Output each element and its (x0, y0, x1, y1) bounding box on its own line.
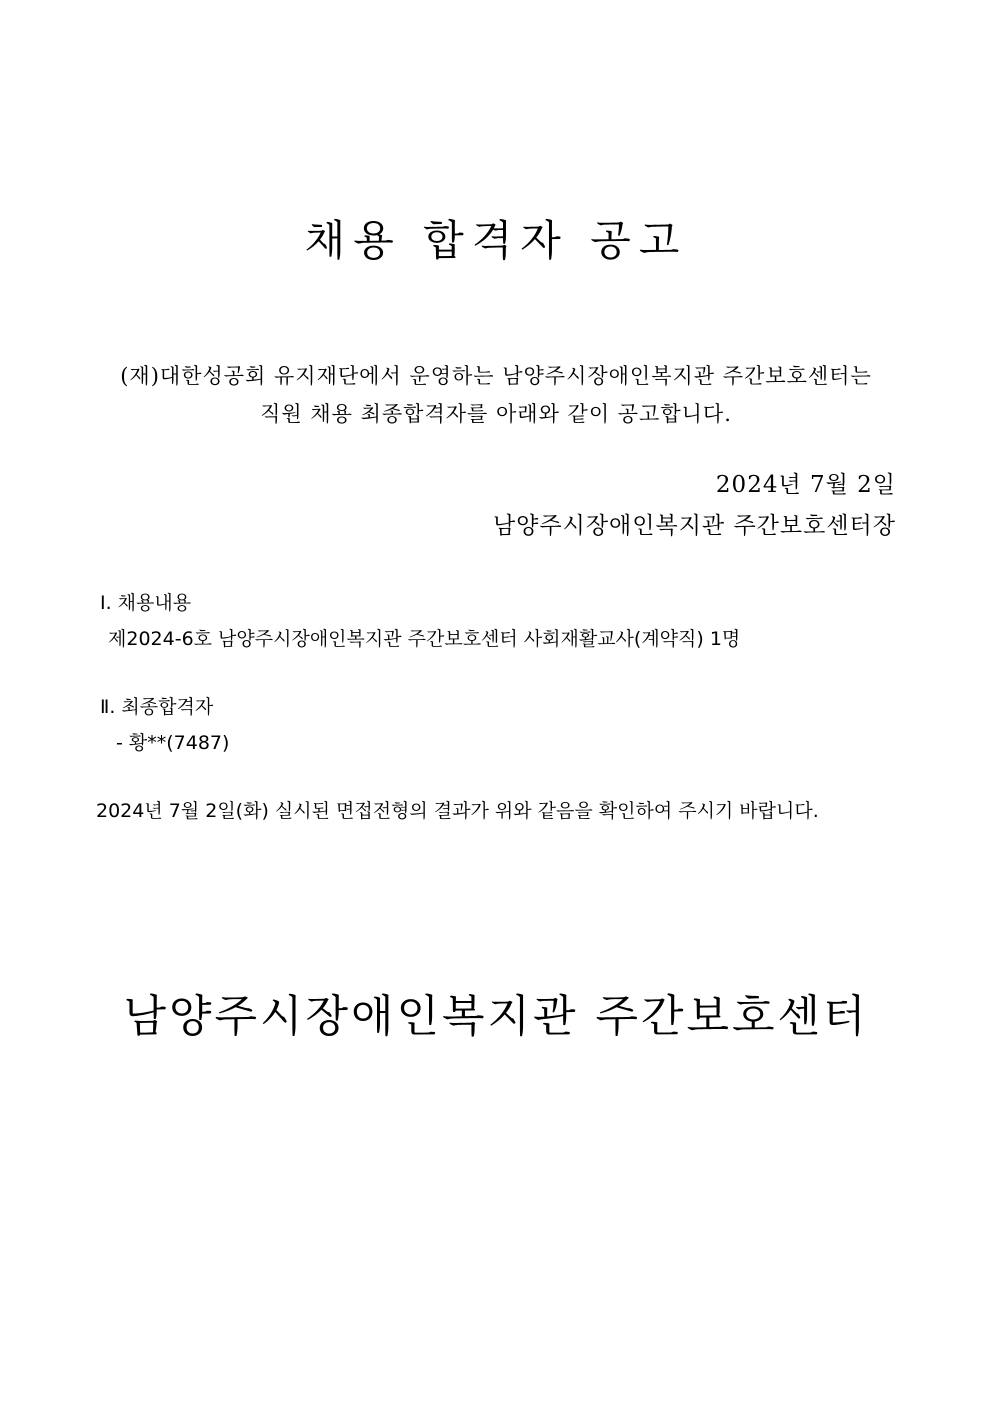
intro-line-2: 직원 채용 최종합격자를 아래와 같이 공고합니다. (260, 402, 732, 426)
section-1-heading: Ⅰ. 채용내용 (100, 592, 192, 614)
footer-organization: 남양주시장애인복지관 주간보호센터 (123, 991, 869, 1042)
closing-statement: 2024년 7월 2일(화) 실시된 면접전형의 결과가 위와 같음을 확인하여 주시기 바랍니다. (96, 800, 819, 822)
section-2-heading: Ⅱ. 최종합격자 (100, 696, 214, 718)
intro-line-1: (재)대한성공회 유지재단에서 운영하는 남양주시장애인복지관 주간보호센터는 (120, 364, 872, 388)
section-2-item: - 황**(7487) (116, 732, 230, 754)
document-title: 채용 합격자 공고 (304, 216, 688, 265)
section-1-item: 제2024-6호 남양주시장애인복지관 주간보호센터 사회재활교사(계약직) 1명 (108, 628, 741, 650)
announcement-date: 2024년 7월 2일 (715, 472, 896, 498)
sender-name: 남양주시장애인복지관 주간보호센터장 (492, 513, 896, 539)
